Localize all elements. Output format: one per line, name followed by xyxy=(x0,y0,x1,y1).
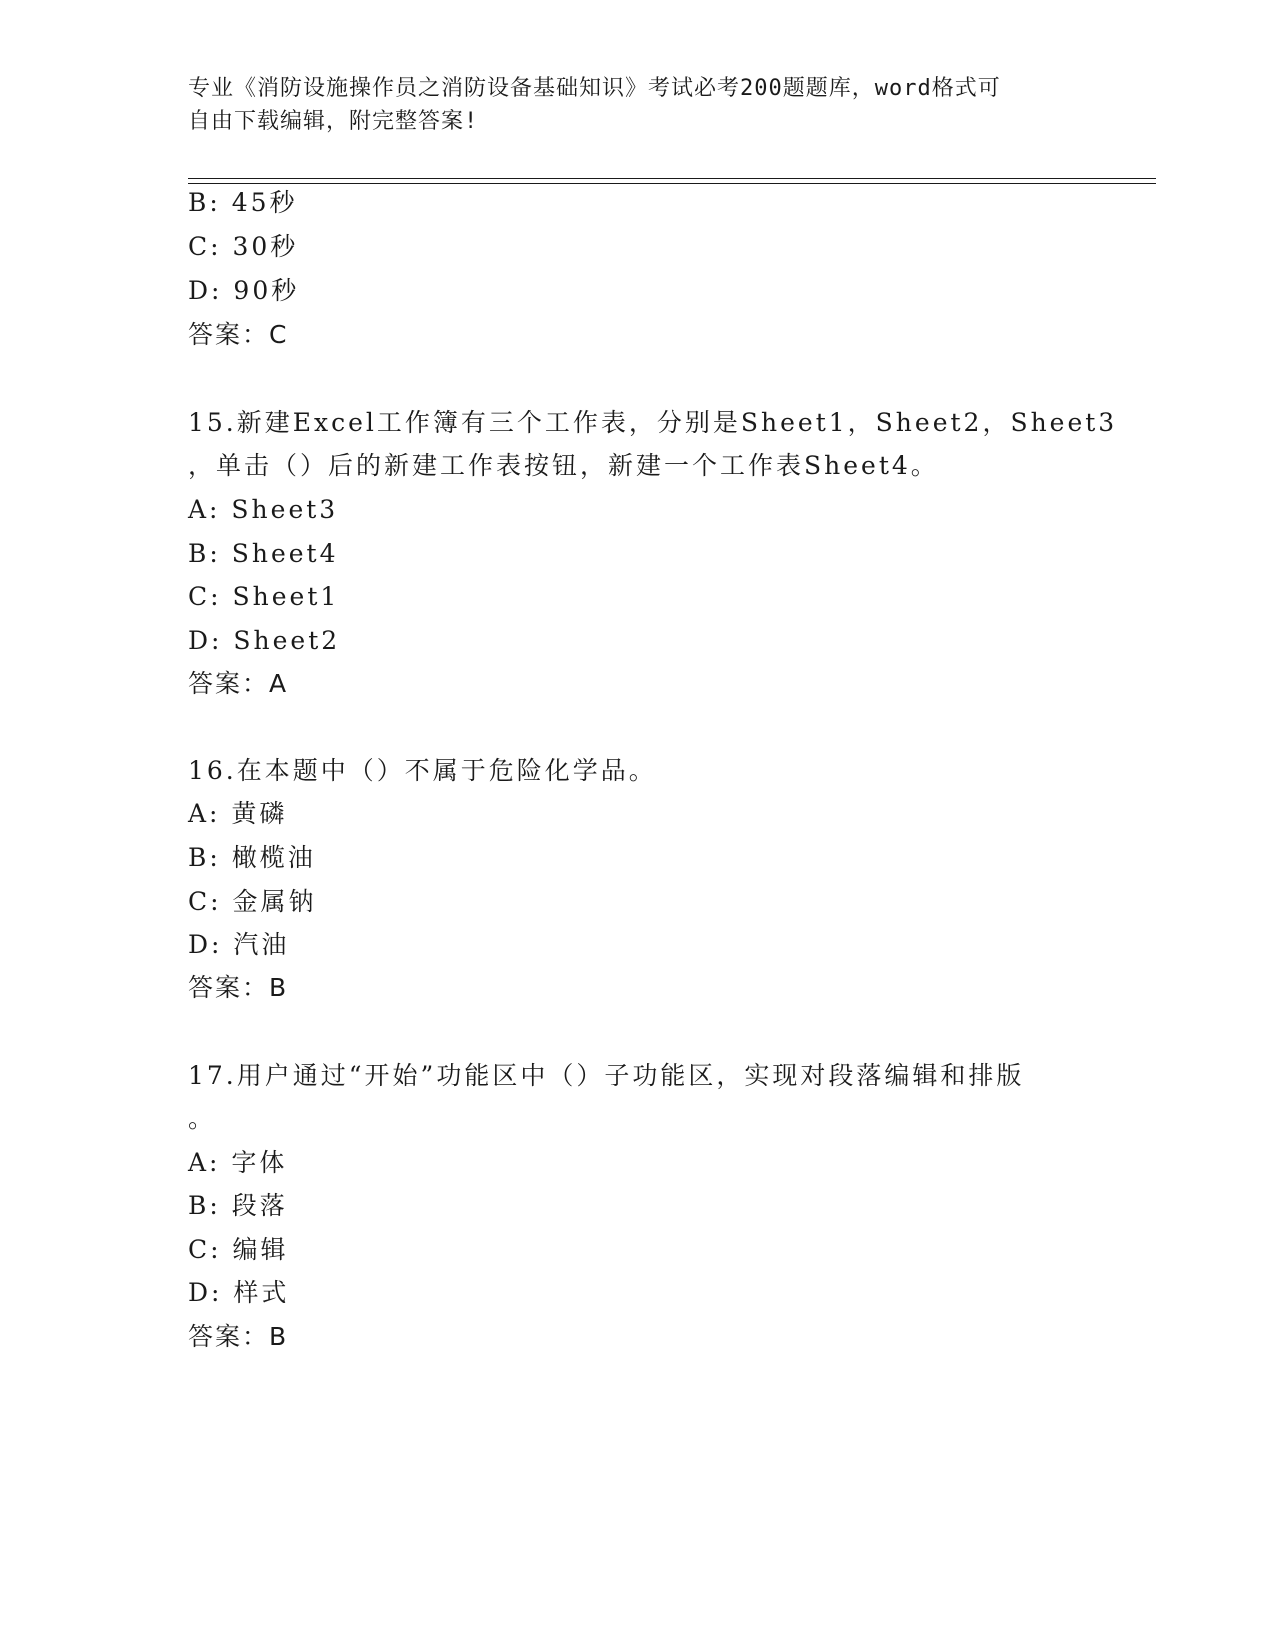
q17-stem-line-1: 17.用户通过“开始”功能区中（）子功能区，实现对段落编辑和排版 xyxy=(188,1061,1025,1090)
header-line-2: 自由下载编辑，附完整答案! xyxy=(188,109,479,134)
q17-option-d: D: 样式 xyxy=(188,1278,290,1307)
header-divider-bottom xyxy=(188,183,1156,184)
q15-option-c: C: Sheet1 xyxy=(188,582,340,611)
q16-stem-line-1: 16.在本题中（）不属于危险化学品。 xyxy=(188,756,657,785)
q16-option-d: D: 汽油 xyxy=(188,930,290,959)
q14-option-c: C: 30秒 xyxy=(188,232,299,261)
q15-option-a: A: Sheet3 xyxy=(188,495,339,524)
q15-option-b: B: Sheet4 xyxy=(188,539,339,568)
header-divider-top xyxy=(188,178,1156,179)
q16-option-a: A: 黄磷 xyxy=(188,799,288,828)
q17-option-a: A: 字体 xyxy=(188,1148,288,1177)
q16-option-c: C: 金属钠 xyxy=(188,887,317,916)
q15-option-d: D: Sheet2 xyxy=(188,626,341,655)
q17-stem-line-2: 。 xyxy=(188,1104,217,1133)
q15-stem-line-2: ，单击（）后的新建工作表按钮，新建一个工作表Sheet4。 xyxy=(188,451,939,480)
document-header xyxy=(188,72,1088,138)
q17-option-b: B: 段落 xyxy=(188,1191,288,1220)
q14-option-b: B: 45秒 xyxy=(188,188,298,217)
q15-stem-line-1: 15.新建Excel工作簿有三个工作表，分别是Sheet1，Sheet2，Sheet3 xyxy=(188,408,1118,437)
q15-answer: 答案：A xyxy=(188,669,289,698)
q17-answer: 答案：B xyxy=(188,1322,289,1351)
q14-option-d: D: 90秒 xyxy=(188,276,300,305)
header-line-1: 专业《消防设施操作员之消防设备基础知识》考试必考200题题库，word格式可 xyxy=(188,76,1001,101)
q16-answer: 答案：B xyxy=(188,973,289,1002)
q17-option-c: C: 编辑 xyxy=(188,1235,289,1264)
q14-answer: 答案：C xyxy=(188,320,289,349)
q16-option-b: B: 橄榄油 xyxy=(188,843,316,872)
